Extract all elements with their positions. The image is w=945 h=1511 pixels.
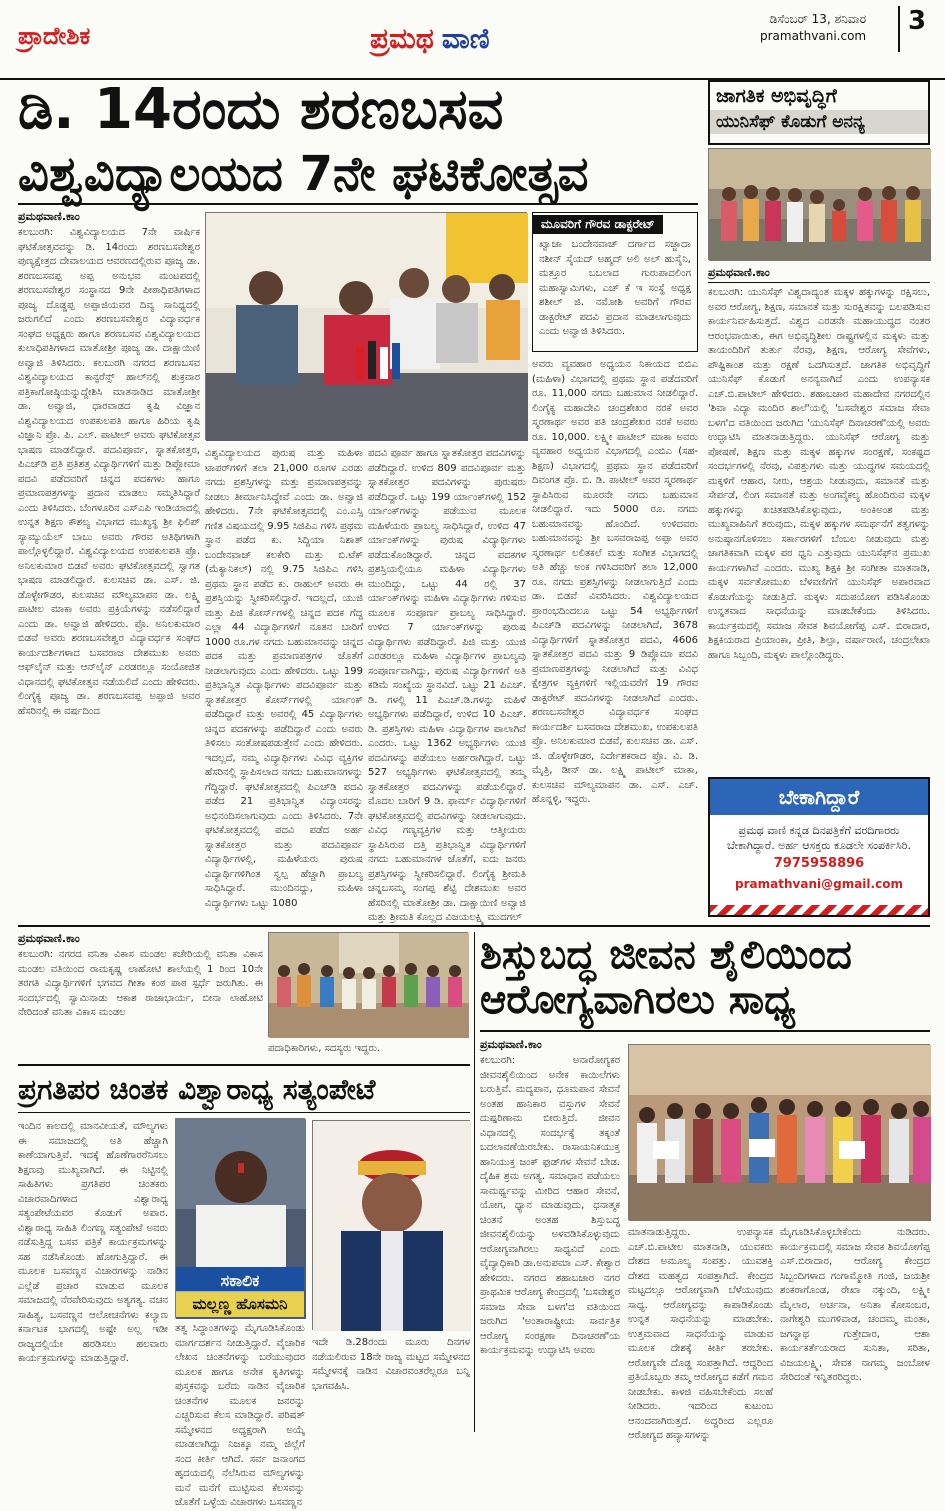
author-name: ಮಲ್ಲಣ್ಣ ಹೊಸಮನಿ <box>176 1292 304 1317</box>
author-role: ಸಕಾಲಿಕ <box>176 1267 304 1292</box>
issue-date: ಡಿಸೆಂಬರ್ 13, ಶನಿವಾರ <box>769 12 867 26</box>
ad-stripe <box>710 905 928 915</box>
lead-headline-line1: ಡಿ. 14ರಂದು ಶರಣಬಸವ <box>18 77 504 142</box>
page-number: 3 <box>898 6 926 52</box>
feature-column-3: ಇದೇ ಡಿ.28ರಂದು ಮೂರು ದಿನಗಳ ನಡೆಯಲಿರುವ 18ನೇ ರಾಜ್ಯ ಮಟ್ಟದ ಸಮ್ಮೇಳನದ ಸಮ್ಮೇಳನಕ್ಕೆ ನಾಡಿನ ವಿಚಾರವಂತರೆಲ್ಲರೂ ಬನ್ನಿ ಭಾಗವಹಿಸಿ. <box>312 1337 470 1392</box>
health-column-3: ಮೈಗೂಡಿಸಿಕೊಳ್ಳಬೇಕೆಂದು ನುಡಿದರು. ಕಾರ್ಯಕ್ರಮದಲ್ಲಿ ಸಮಾಜ ಸೇವಕ ಶಿವಯೋಗೆಪ್ಪ ಎಸ್.ಬಿರಾದಾರ, ಆರೋಗ್ಯ ಕೇಂದ್ರದ ಸಿಬ್ಬಂದಿಗಳಾದ ಗಂಗಾಮ್ಮೋತಿ ಗಂಜಿ, ಜಯಶ್ರೀ ಶಂಕರಾಗೊಂಡ, ರೇಖಾ ನಕ್ಕುಂದಿ, ಲಕ್ಷ್ಮೀ ಮೈಲಾರ, ಅರ್ಚನಾ, ಅನಿತಾ ಕೋಸಂಬರ, ನಾಗೇಶ್ವರಿ ಮುಗಳಿವಾಡ, ಚಂದಮ್ಮ ಮಂತಾ, ಜಗನ್ನಾಥ ಗುತ್ತೇದಾರ, ಆಶಾ ಕಾರ್ಯಕರ್ತೆಯರಾದ ಸುನಿತಾ, ಸರಿತಾ, ವಿಜಯಲಕ್ಷ್ಮಿ, ಸೇವಕ ನಾಗಮ್ಮ ಜಂಬೋಳ ಸೇರಿದಂತೆ ಇನ್ನಿತರರಿದ್ದರು. <box>780 1227 930 1383</box>
divider <box>18 925 930 927</box>
lead-headline-line2: ವಿಶ್ವವಿದ್ಯಾಲಯದ 7ನೇ ಘಟಿಕೋತ್ಸವ <box>18 146 589 202</box>
unicef-photo-image <box>709 149 931 261</box>
press-meet-photo-image <box>206 213 528 441</box>
unicef-body: ಕಲಬುರಗಿ: ಯುನಿಸೆಫ್ ವಿಶ್ವದಾದ್ಯಂತ ಮಕ್ಕಳ ಹಕ್ಕುಗಳನ್ನು ರಕ್ಷಿಸಲು, ಅವರ ಆರೋಗ್ಯ, ಶಿಕ್ಷಣ, ಸಮಾನತೆ ಮತ್ತು ಸುರಕ್ಷಿತವನ್ನು ಬಲಪಡಿಸುವ ಕಾರ್ಯನಿರ್ವಹಿಸುತ್ತದೆ. ವಿಶ್ವದ ಎರಡನೇ ಮಹಾಯುದ್ಧದ ನಂತರ ಆರಂಭವಾಯಿತು, ಈಗ ಅಭಿವೃದ್ಧಿಶೀಲ ರಾಷ್ಟ್ರಗಳಲ್ಲಿನ ಮಕ್ಕಳು ಮತ್ತು ತಾಯಂದಿರಿಗೆ ತುರ್ತು ನೆರವು, ಶಿಕ್ಷಣ, ಆರೋಗ್ಯ ಸೇವೆಗಳು, ಪೌಷ್ಟಿಕಾಂಶ ಮತ್ತು ರಕ್ಷಣೆ ಒದಗಿಸುತ್ತದೆ. ಜಾಗತಿಕ ಅಭಿವೃದ್ಧಿಗೆ ಯುನಿಸೆಫ್ ಕೊಡುಗೆ ಅನನ್ಯವಾಗಿದೆ ಎಂದು ಉಪನ್ಯಾಸಕ ಎಚ್.ಬಿ.ಪಾಟೀಲ್ ಹೇಳಿದರು. ಶಹಾಬಜಾರ ಮಹಾದೇವ ನಗರದಲ್ಲಿನ 'ಶಿವಾ ವಿದ್ಯಾ ಮಂದಿರ ಶಾಲೆ'ಯಲ್ಲಿ 'ಬಸವೇಶ್ವರ ಸಮಾಜ ಸೇವಾ ಬಳಗ'ದ ವತಿಯಿಂದ ಜರುಗಿದ 'ಯುನಿಸೆಫ್ ದಿನಾಚರಣೆ'ಯಲ್ಲಿ ಅವರು ಉದ್ಘಾಟಿಸಿ ಮಾತನಾಡುತ್ತಿದ್ದರು. ಯುನಿಸೆಫ್ ಆರೋಗ್ಯ ಮತ್ತು ಪೋಷಣೆ, ಶಿಕ್ಷಣ ಮತ್ತು ಮಕ್ಕಳ ಹಕ್ಕುಗಳ ಸಂರಕ್ಷಣೆ, ಸಂಕಷ್ಟದ ಸಂದರ್ಭಗಳಲ್ಲಿ ನೆರವು, ವಿಪತ್ತುಗಳು ಮತ್ತು ಯುದ್ಧಗಳ ಸಮಯದಲ್ಲಿ ಮಕ್ಕಳಿಗೆ ಆಹಾರ, ನೀರು, ಆಶ್ರಯ ನೀಡುವುದು, ಸಮಾನತೆ ಮತ್ತು ಸೇರ್ಪಡೆ, ಲಿಂಗ ಸಮಾನತೆ ಮತ್ತು ಅಂಗವೈಕಲ್ಯ ಹೊಂದಿರುವ ಮಕ್ಕಳ ಹಕ್ಕುಗಳನ್ನು ಖಚಿತಪಡಿಸಿಕೊಳ್ಳುವುದು, ಅಂಕಿಅಂಶ ಮತ್ತು ಮುಖ್ಯವಾಹಿನಿಗೆ ತರುವುದು, ಮಕ್ಕಳ ಹಕ್ಕುಗಳ ಸಮರ್ಥನೆಗೆ ತತ್ವಗಳನ್ನು ಅನುಷ್ಠಾನಗೊಳಿಸಲು ಸರ್ಕಾರಗಳಿಗೆ ಬೆಂಬಲ ನೀಡುವುದು ಮತ್ತು ಜಾಗತಿಕವಾಗಿ ಮಕ್ಕಳ ಪರ ಧ್ವನಿ ಎತ್ತುವುದು ಯುನಿಸೆಫ್‌ನ ಪ್ರಮುಖ ಕಾರ್ಯಗಳಾಗಿವೆ ಎಂದರು. ಮುಖ್ಯ ಶಿಕ್ಷಕಿ ಶ್ರೀ ಸಂಗೀತಾ ಮಾತನಾಡಿ, ಮಕ್ಕಳ ಸರ್ವತೋಮುಖ ಬೆಳವಣಿಗೆಗೆ ಯುನಿಸೆಫ್ ಅಪಾರವಾದ ಕೊಡುಗೆಯನ್ನು ನೀಡುತ್ತಿದೆ. ಮಕ್ಕಳು ಸದುಪಯೋಗ ಪಡಿಸಿಕೊಂಡು ಉನ್ನತವಾದ ಸಾಧನೆಯನ್ನು ಮಾಡಬೇಕೆಂದು ತಿಳಿಸಿದರು. ಕಾರ್ಯಕ್ರಮದಲ್ಲಿ ಸಮಾಜ ಸೇವಕ ಶಿವಯೋಗೆಪ್ಪ ಎಸ್. ಬಿರಾದಾರ, ಶಿಕ್ಷಕಿಯರಾದ ಪ್ರಿಯಾಂಕಾ, ಪ್ರೀತಿ, ಶಿಲ್ಪಾ, ವರ್ಷಾರಾಣಿ, ಚಂದ್ರಲೇಖಾ ಹಾಗೂ ಸಿಬ್ಬಂದಿ, ಮಕ್ಕಳು ಪಾಲ್ಗೊಂಡಿದ್ದರು. <box>708 287 930 661</box>
divider <box>708 282 930 283</box>
health-photo <box>628 1044 930 1220</box>
ad-title: ಬೇಕಾಗಿದ್ದಾರೆ <box>710 779 928 815</box>
divider <box>480 1030 930 1032</box>
lead-column-3: ಪದವಿ ಪೂರ್ವ ಹಾಗೂ ಸ್ನಾತಕೋತ್ತರ ಪದವಿಗಳನ್ನು ಪಡೆದಿದ್ದಾರೆ. ಉಳಿದ 809 ಪದವಿಪೂರ್ವ ಮತ್ತು ಸ್ನಾತಕೋತ್ತರ ಪದವಿಗಳನ್ನು ಪುರುಷರು ಪಡೆದಿದ್ದಾರೆ. ಒಟ್ಟು 199 ರ್ಯಾಂಕ್‌ಗಳಲ್ಲಿ 152 ರ್ಯಾಂಕ್‌ಗಳನ್ನು ಪಡೆಯುವ ಮೂಲಕ ಮಹಿಳೆಯರು ಪ್ರಾಬಲ್ಯ ಸಾಧಿಸಿದ್ದಾರೆ, ಉಳಿದ 47 ರ್ಯಾಂಕ್‌ಗಳನ್ನು ಪುರುಷ ವಿದ್ಯಾರ್ಥಿಗಳು ಪಡೆದುಕೊಂಡಿದ್ದಾರೆ. ಚಿನ್ನದ ಪದಕಗಳ ಪ್ರಶಸ್ತಿಯಲ್ಲಿಯೂ ಮಹಿಳಾ ವಿದ್ಯಾರ್ಥಿಗಳು ಮುಂದಿದ್ದು, ಒಟ್ಟು 44 ರಲ್ಲಿ 37 ರ್ಯಾಂಕ್‌ಗಳನ್ನು ಮಹಿಳಾ ವಿದ್ಯಾರ್ಥಿಗಳು ಗಳಿಸುವ ಮೂಲಕ ಸಂಪೂರ್ಣ ಪ್ರಾಬಲ್ಯ ಸಾಧಿಸಿದ್ದಾರೆ. ಉಳಿದ 7 ರ್ಯಾಂಕ್‌ಗಳನ್ನು ಪುರುಷ ವಿದ್ಯಾರ್ಥಿಗಳು ಪಡೆದಿದ್ದಾರೆ. ಪಿಜಿ ಮತ್ತು ಯುಜಿ ಎರಡರಲ್ಲೂ ಮಹಿಳಾ ವಿದ್ಯಾರ್ಥಿಗಳ ಪ್ರಾಬಲ್ಯವು ಸಂಪೂರ್ಣವಾಗಿದ್ದು, ಪುರುಷ ವಿದ್ಯಾರ್ಥಿಗಳಿಗೆ ಅತಿ ಕಡಿಮೆ ಸಂಖ್ಯೆಯ ಸ್ಥಾನವಿದೆ. ಒಟ್ಟು 21 ಪಿಎಚ್. ಡಿ. ಗಳಲ್ಲಿ 11 ಪಿಎಚ್.ಡಿ.ಗಳನ್ನು ಮಹಿಳೆ ಅಭ್ಯರ್ಥಿಗಳು ಪಡೆದಿದ್ದಾರೆ, ಉಳಿದ 10 ಪಿಎಚ್. ಡಿ. ಪ್ರಶಸ್ತಿಗಳು ಮಹಿಳಾ ವಿದ್ಯಾರ್ಥಿಗಳ ಪಾಲಾಗಿವೆ ಎಂದರು. ಒಟ್ಟು 1362 ಅಭ್ಯರ್ಥಿಗಳು ಯುಜಿ ಪದವಿಗಳನ್ನು ಪಡೆಯಲು ಅರ್ಹರಾಗಿದ್ದಾರೆ. ಒಟ್ಟು 527 ಅಭ್ಯರ್ಥಿಗಳು ಘಟಿಕೋತ್ಸವದಲ್ಲಿ ತಮ್ಮ ಸ್ನಾತಕೋತ್ತರ ಪದವಿಗಳನ್ನು ಪಡೆಯಲಿದ್ದಾರೆ. ಮೊದಲ ಬಾರಿಗೆ 9 ಡಿ. ಫಾರ್ಮ್ ವಿದ್ಯಾರ್ಥಿಗಳಿಗೆ ಘಟಿಕೋತ್ಸವದಲ್ಲಿ ಪದವಿಗಳನ್ನು ನೀಡಲಾಗುವುದು. ವಿವಿಧ ಗಣ್ಯವ್ಯಕ್ತಿಗಳ ಮತ್ತು ಆತ್ಮೀಯರು ಸ್ಥಾಪಿಸಿರುವ ದತ್ತಿ ಪ್ರತಿಭಾನ್ವಿತ ವಿದ್ಯಾರ್ಥಿಗಳಿಗೆ ನಗದು ಬಹುಮಾನಗಳ ಜೊತೆಗೆ, ಐದು ಜನರು ಪ್ರಶಸ್ತಿಗಳನ್ನು ಸ್ವೀಕರಿಸಲಿದ್ದಾರೆ. ಲಿಂಗೈಕ್ಯ ಶ್ರೀಮತಿ ಚನ್ನಬಸಮ್ಮ ಸಂಗಪ್ಪ ಶೆಟ್ಟಿ ದೇಶಮುಖ ಅವರ ಹೆಸರಿನಲ್ಲಿ ಮಾತೋಶ್ರೀ ಡಾ. ದಾಕ್ಷಾಯಿಣಿ ಅವ್ವಾಜಿ ಮತ್ತು ಶ್ರೀಮತಿ ಕೊಲ್ಲದ ವಿಜಯಲಕ್ಷ್ಮಿ ಮುದಗಲ್ <box>368 448 526 923</box>
lead-byline: ಪ್ರಮಥವಾಣಿ.ಕಾಂ <box>18 210 80 223</box>
newspaper-logo <box>370 22 490 56</box>
vanita-body: ಕಲಬುರಗಿ: ನಗರದ ವನಿತಾ ವಿಕಾಸ ಮಂಡಲ ಕಚೇರಿಯಲ್ಲಿ ವನಿತಾ ವಿಕಾಸ ಮಂಡಲ ವತಿಯಿಂದ ರಾಮಕೃಷ್ಣ ಲಾಹೋಟಿ ಶಾಲೆಯಲ್ಲಿ 1 ರಿಂದ 10ನೇ ತರಗತಿ ವಿದ್ಯಾರ್ಥಿಗಳಿಗೆ ಭಗವದ ಗೀತಾ ಕಂಠ ಪಾಠ ಸ್ಪರ್ಧೆ ಜರುಗಿತು. ಈ ಸಂದರ್ಭದಲ್ಲಿ ಸ್ವಾಮಿನಾಡು ಆಕಾಶ ರಾಜಾಭಾರ್ಯ, ಬೀನಾ ಲಾಹೋಟಿ ನೇರಿದಂತೆ ವನಿತಾ ವಿಕಾಸ ಮಂಡಲ <box>18 949 263 1018</box>
divider <box>18 203 698 205</box>
health-headline-line2: ಆರೋಗ್ಯವಾಗಿರಲು ಸಾಧ್ಯ <box>480 977 796 1023</box>
divider <box>18 1064 470 1066</box>
health-headline-line1: ಶಿಸ್ತುಬದ್ಧ ಜೀವನ ಶೈಲಿಯಿಂದ <box>480 932 852 978</box>
feature-headline: ಪ್ರಗತಿಪರ ಚಿಂತಕ ವಿಶ್ವಾರಾಧ್ಯ ಸತ್ಯಂಪೇಟೆ <box>18 1073 376 1106</box>
vanita-photo-image <box>269 933 469 1038</box>
vanita-byline: ಪ್ರಮಥವಾಣಿ.ಕಾಂ <box>18 932 80 945</box>
section-label: ಪ್ರಾದೇಶಿಕ <box>18 22 91 50</box>
ad-text: ಪ್ರಮಥ ವಾಣಿ ಕನ್ನಡ ದಿನಪತ್ರಿಕೆಗೆ ವರದಿಗಾರರು ಬೇಕಾಗಿದ್ದಾರೆ. ಅರ್ಹ ಆಸಕ್ತರು ಕೂಡಲೇ ಸಂಪರ್ಕಿಸಿರಿ. <box>726 824 912 853</box>
vanita-caption: ಪದಾಧಿಕಾರಿಗಳು, ಸದಸ್ಯರು ಇದ್ದರು. <box>268 1043 381 1054</box>
honor-box-tag: ಮೂವರಿಗೆ ಗೌರವ ಡಾಕ್ಟರೇಟ್ <box>533 215 663 234</box>
health-column-2: ಮಾತನಾಡುತ್ತಿದ್ದರು. ಉಪನ್ಯಾಸಕ ಎಚ್.ಬಿ.ಪಾಟೀಲ ಮಾತನಾಡಿ, ಯುವಕರು ದೇಶದ ಅಮೂಲ್ಯ ಸಂಪತ್ತು. ಯುವಶಕ್ತಿ ದೇಶದ ಮಹತ್ವದ ಸಂಪತ್ತಾಗಿದೆ. ಕೇಂದ್ರದ ಮಟ್ಟದಲ್ಲೂ ಆರೋಗ್ಯವಾಗಿ ಬೆಳೆಯುವುದು ಸಾಧ್ಯ. ಆರೋಗ್ಯವನ್ನು ಕಾಪಾಡಿಕೊಂಡು ಉನ್ನತ ಸಾಧನೆಯನ್ನು ಮಾಡಬೇಕು. ಉತ್ತಮವಾದ ಸಾಧನೆಯನ್ನು ಮಾಡುವ ಮೂಲಕ ದೇಶಕ್ಕೆ ಕೀರ್ತಿ ತರಬೇಕು. ಆರೋಗ್ಯವೇ ದೊಡ್ಡ ಸಂಪತ್ತಾಗಿದೆ. ಆದ್ದರಿಂದ ಪ್ರತಿಯೊಬ್ಬರು ತಮ್ಮ ಆರೋಗ್ಯದ ಕಡೆಗೆ ಗಮನ ನೀಡಬೇಕು. ಕಾಳಜಿ ವಹಿಸಬೇಕೆಂದು ಸಲಹೆ ನೀಡಿದರು. ಇದರಿಂದ ಕುಟುಂಬ ಆನಂದವಾಗಿರುತ್ತದೆ. ಅದ್ದರಿಂದ ಎಲ್ಲರೂ ಆರೋಗ್ಯದ ಹವ್ಯಾಸಗಳನ್ನು <box>628 1227 773 1441</box>
wanted-ad <box>708 777 930 917</box>
unicef-byline: ಪ್ರಮಥವಾಣಿ.ಕಾಂ <box>708 266 770 279</box>
feature-column-1: ಇಂದಿನ ಕಾಲದಲ್ಲಿ ಮಾನವೀಯತೆ, ಮೌಲ್ಯಗಳು ಈ ಸಮಾಜದಲ್ಲಿ ಅತಿ ಹೆಚ್ಚಾಗಿ ಕಾಣೆಯಾಗುತ್ತಿವೆ. ಇದಕ್ಕೆ ಹೊಣೆಗಾರರೆನಿಸಲು ಶಿಕ್ಷಣವು ಮುಖ್ಯವಾಗಿದೆ. ಈ ನಿಟ್ಟಿನಲ್ಲಿ ಸಾಹಿತಿಗಳು ಪ್ರಗತಿಪರ ಚಿಂತಕರು ವಿಚಾರವಾದಿಗಳಾದ ವಿಶ್ವಾರಾಧ್ಯ ಸತ್ಯಂಪೇಟೆಯವರ ಕೊಡುಗೆ ಅಪಾರ. ವಿಶ್ವಾರಾಧ್ಯ ಸಾಹಿತಿ ಲಿಂಗಣ್ಣ ಸತ್ಯಂಪೇಟೆ ಅವರು ನಡೆಸುತ್ತಿದ್ದ ಬಸವ ಪತ್ರಿಕೆ ಕಾರ್ಯಕ್ರಮಗಳನ್ನು ಸಹ ನಡೆಸಿಕೊಂಡು ಹೋಗುತ್ತಿದ್ದಾರೆ. ಈ ಮೂಲಕ ಬಸವಣ್ಣನ ವಿಚಾರಗಳನ್ನು ನಾಡಿನ ಎಲ್ಲೆಡೆ ಪ್ರಚಾರ ಮಾಡುವ ಮೂಲಕ ಸಮಾಜದಲ್ಲಿ ನೆರವೇರಿಸುವುದು ಅತ್ಯಗತ್ಯ. ವಚನ ಸಾಹಿತ್ಯ, ಬಸವಣ್ಣನ ಆಲೋಚನೆಗಳು ಕಲ್ಯಾಣ ಕರ್ನಾಟಕ ಭಾಗದಲ್ಲಿ ಅಷ್ಟೇ ಅಲ್ಲ ಇಡೀ ರಾಜ್ಯದಲ್ಲಿಯೇ ಹರಡಿಸಲು ಹಲವಾರು ಕಾರ್ಯಕ್ರಮಗಳನ್ನು ಮಾಡುತ್ತಿದ್ದಾರೆ. <box>18 1121 168 1364</box>
logo-left: ಪ್ರಮಥ <box>370 22 434 55</box>
unicef-headline-line2: ಯುನಿಸೆಫ್ ಕೊಡುಗೆ ಅನನ್ಯ <box>710 110 928 134</box>
unicef-headline-box <box>708 80 930 145</box>
author-photo <box>175 1118 305 1318</box>
subject-portrait <box>313 1121 471 1331</box>
ad-email: pramathvani@gmail.com <box>735 876 903 891</box>
feature-column-2: ತತ್ವ ಸಿದ್ಧಾಂತಗಳನ್ನು ಮೈಗೂಡಿಸಿಕೊಂಡು ಮಾರ್ಗದರ್ಶನ ನೀಡುತ್ತಿದ್ದಾರೆ. ವೈಚಾರಿಕ ಲೇಖನ ಚಿಂತನೆಗಳನ್ನು ಬರೆಯುವುದರ ಮೂಲಕ ಹಾಗೂ ಅನೇಕ ಕೃತಿಗಳನ್ನು ಪುಸ್ತಕವನ್ನು ಬರೆದು ನಾಡಿನ ವೈಚಾರಿಕ ಚಿಂತನೆಗಳ ಮೂಲಕ ಜನರನ್ನು ಎಚ್ಚರಿಸುವ ಕೆಲಸ ಮಾಡಿದ್ದಾರೆ. ಪರಿಷತ್ ಸಮ್ಮೇಳನದ ಅಧ್ಯಕ್ಷರಾಗಿ ಅಯ್ಕೆ ಮಾಡಲಾಗಿದ್ದು ನಿಜಕ್ಕೂ ನಮ್ಮ ಜಿಲ್ಲೆಗೆ ಸಂದ ಕೀರ್ತಿ ಆಗಿದೆ. ಸರ್ವ ಜನಾಂಗದ ಹೃದಯದಲ್ಲಿ ನೆಲೆಸಿರುವ ಮೌಲ್ಯಗಳನ್ನು ಮನೆ ಮನೆಗೆ ಮುಟ್ಟಿಸುವ ಕೆಲಸವನ್ನು ಜೊತೆಗೆ ಒಳ್ಳೆಯ ವಿಚಾರಗಳು ಬಸವಣ್ಣನ <box>175 1323 305 1508</box>
subject-photo <box>312 1120 470 1330</box>
author-nameband <box>176 1267 304 1317</box>
lead-column-2: ವಿಶ್ವವಿದ್ಯಾಲಯದ ಪುರುಷ ಮತ್ತು ಮಹಿಳಾ ಟಾಪರ್‌ಗಳಿಗೆ ತಲಾ 21,000 ರೂಗಳ ಎರಡು ನಗದು ಪ್ರಶಸ್ತಿಗಳನ್ನು ಮತ್ತು ಪ್ರಮಾಣಪತ್ರವನ್ನು ನೀಡಲು ತೀರ್ಮಾನಿಸಿದ್ದೇವೆ ಎಂದು ಡಾ. ಅವ್ವಾಜಿ ಹೇಳಿದರು. 7ನೇ ಘಟಿಕೋತ್ಸವದಲ್ಲಿ ಎಂ.ಎಸ್ಸಿ ಗಣಿತ ವಿಷಯದಲ್ಲಿ 9.95 ಸಿಜಿಪಿಎ ಗಳಿಸಿ ಪ್ರಥಮ ಸ್ಥಾನ ಪಡೆದ ಕು. ಸಿದ್ದಿಯಾ ನಿಶಾತ್ ಬಂದೇನವಾಜ್ ಕಲಕೇರಿ ಮತ್ತು ಬಿ.ಟೆಕ್ (ಮೆಕ್ಯಾನಿಕಲ್) ನಲ್ಲಿ 9.75 ಸಿಜಿಪಿಎ ಗಳಿಸಿ ಪ್ರಥಮ ಸ್ಥಾನ ಪಡೆದ ಕು. ರಾಹುಲ್ ಅವರು ಈ ಪ್ರಶಸ್ತಿಯನ್ನು ಸ್ವೀಕರಿಸಲಿದ್ದಾರೆ. ಇದಲ್ಲದೆ, ಯುಜಿ ಮತ್ತು ಪಿಜಿ ಕೋರ್ಸ್‌ಗಳಲ್ಲಿ ಚಿನ್ನದ ಪದಕ ಗೆದ್ದ ಎಲ್ಲಾ 44 ವಿದ್ಯಾರ್ಥಿಗಳಿಗೆ ನೂತನ ಬಾರಿಗೆ 1000 ರೂ.ಗಳ ನಗದು ಬಹುಮಾನವನ್ನು ಚಿನ್ನದ ಪದಕ ಮತ್ತು ಪ್ರಮಾಣಪತ್ರಗಳ ಜೊತೆಗೆ ನೀಡಲಾಗುವುದು ಎಂದು ಹೇಳಿದರು. ಒಟ್ಟು 199 ಪ್ರತಿಭಾನ್ವಿತ ವಿದ್ಯಾರ್ಥಿಗಳು ಪದವಿಪೂರ್ವ ಮತ್ತು ಸ್ನಾತಕೋತ್ತರ ಕೋರ್ಸ್‌ಗಳಲ್ಲಿ ರ್ಯಾಂಕ್ ಪಡೆದಿದ್ದಾರೆ ಮತ್ತು ಅವರಲ್ಲಿ 45 ವಿದ್ಯಾರ್ಥಿಗಳು ಚಿನ್ನದ ಪದಕಗಳನ್ನು ಪಡೆದಿದ್ದಾರೆ ಎಂದು ಅವರು ತಿಳಿಸಲು ಸಂತೋಷಪಡುತ್ತೇನೆ ಎಂದು ಹೇಳಿದರು. ಇದಲ್ಲದೆ, ನಮ್ಮ ವಿದ್ಯಾರ್ಥಿಗಳು ವಿವಿಧ ವ್ಯಕ್ತಿಗಳ ಹೆಸರಿನಲ್ಲಿ ಸ್ಥಾಪಿಸಲಾದ ನಗದು ಬಹುಮಾನಗಳನ್ನು ಗೆದ್ದಿದ್ದಾರೆ. ಘಟಿಕೋತ್ಸವದಲ್ಲಿ ಪಿಎಚ್‌ಡಿ ಪದವಿ ಪಡೆದ 21 ಪ್ರತಿಭಾನ್ವಿತ ವಿದ್ಯಾಂಸರನ್ನು ಅಭಿನಂದಿಸಲಾಗುವುದು ಎಂದು ತಿಳಿಸಿದರು. 7ನೇ ಘಟಿಕೋತ್ಸವದಲ್ಲಿ ಪದವಿ ಪಡೆದ ಅರ್ಹ ಸ್ನಾತಕೋತ್ತರ ಮತ್ತು ಪದವಿಪೂರ್ವ ವಿದ್ಯಾರ್ಥಿಗಳಲ್ಲಿ, ಮಹಿಳೆಯರು ಪುರುಷ ವಿದ್ಯಾರ್ಥಿಗಳಿಗಿಂತ ಸ್ವಲ್ಪ ಹೆಚ್ಚಾಗಿ ಪ್ರಾಬಲ್ಯ ಸಾಧಿಸಿದ್ದಾರೆ. ಮುಂದಿನದ್ದು, ಮಹಿಳಾ ವಿದ್ಯಾರ್ಥಿಗಳು ಒಟ್ಟು 1080 <box>205 448 363 909</box>
unicef-headline-line1: ಜಾಗತಿಕ ಅಭಿವೃದ್ಧಿಗೆ <box>716 85 837 107</box>
logo-right: ವಾಣಿ <box>441 22 490 55</box>
unicef-photo <box>708 148 930 260</box>
ad-phone: 7975958896 <box>773 855 865 871</box>
site-url: pramathvani.com <box>760 29 867 43</box>
lead-column-4: ಅವರು ವ್ಯವಹಾರ ಅಧ್ಯಯನ ನಿಕಾಯದ ಬಿಬಿಎ (ಮಹಿಳಾ) ವಿಭಾಗದಲ್ಲಿ ಪ್ರಥಮ ಸ್ಥಾನ ಪಡೆದವರಿಗೆ ರೂ. 11,000 ನಗದು ಬಹುಮಾನ ನೀಡಲಿದ್ದಾರೆ. ಲಿಂಗೈಕ್ಯ ಮಹಾದೇವಿ ಚಂದ್ರಶೇಖರ ನರಕೆ ಅವರ ಸ್ಮರಣಾರ್ಥ ಅವರ ಪತಿ ಚಂದ್ರಶೇಖರ ನರಕೆ ಅವರು ರೂ. 10,000. ಲಕ್ಷ್ಮೀ ಪಾಟೀಲ್ ಮಾಕಾ ಅವರು ವ್ಯವಹಾರ ಅಧ್ಯಯನ ವಿಭಾಗದಲ್ಲಿ ಎಂಬಿಎ (ಸಹ-ಶಿಕ್ಷಣ) ವಿಭಾಗದಲ್ಲಿ ಪ್ರಥಮ ಸ್ಥಾನ ಪಡೆದವರಿಗೆ ದಿವಂಗತ ಪ್ರೊ. ಬಿ. ಡಿ. ಪಾಟೀಲ್ ಅವರ ಸ್ಮರಣಾರ್ಥ ಸ್ಥಾಪಿಸಿರುವ ಮೂರನೇ ನಗದು ಬಹುಮಾನ ನೀಡಲಿದ್ದಾರೆ. ಇದು 5000 ರೂ. ನಗದು ಬಹುಮಾನವನ್ನು ಹೊಂದಿದೆ. ಉಳಿದವರು ಬಹುಮಾನವನ್ನು ಶ್ರೀ ಬಸವರಾಜಪ್ಪ ಅಪ್ಪಾ ಅವರ ಸ್ಮರಣಾರ್ಥ ಲಲಿತಕಲೆ ಮತ್ತು ಸಂಗೀತ ವಿಭಾಗದಲ್ಲಿ ಅತಿ ಹೆಚ್ಚು ಅಂಕ ಗಳಿಸಿದವರಿಗೆ ತಲಾ 12,000 ರೂ. ನಗದು ಪ್ರಶಸ್ತಿಗಳನ್ನು ನೀಡಲಾಗುತ್ತಿದೆ ಎಂದು ಡಾ. ಬಿಡವೆ ವಿವರಿಸಿದರು. ವಿಶ್ವವಿದ್ಯಾಲಯದ ಪ್ರಾರಂಭದಿಂದಲೂ ಒಟ್ಟು 54 ಅಭ್ಯರ್ಥಿಗಳಿಗೆ ಪಿಎಚ್‌ಡಿ ಪದವಿಗಳನ್ನು ನೀಡಲಾಗಿದೆ, 3678 ವಿದ್ಯಾರ್ಥಿಗಳಿಗೆ ಸ್ನಾತಕೋತ್ತರ ಪದವಿ, 4606 ಸ್ನಾತಕೋತ್ತರ ಪದವಿ ಮತ್ತು 9 ಡಿಪ್ಲೊಮಾ ಪದವಿ ಪ್ರಮಾಣಪತ್ರಗಳನ್ನು ನೀಡಲಾಗಿದೆ ಮತ್ತು ವಿವಿಧ ಕ್ಷೇತ್ರಗಳ ವ್ಯಕ್ತಿಗಳಿಗೆ ಇಲ್ಲಿಯವರೆಗೆ 19 ಗೌರವ ಡಾಕ್ಟರೇಟ್ ಪದವಿಗಳನ್ನು ನೀಡಲಾಗಿದೆ ಎಂದರು. ಶರಣಬಸವೇಶ್ವರ ವಿದ್ಯಾವರ್ಧಕ ಸಂಘದ ಕಾರ್ಯದರ್ಶಿ ಬಸವರಾಜ ದೇಶಮುಖ, ಉಪಕುಲಪತಿ ಪ್ರೊ. ಅನಿಲಕುಮಾರ ಬಿಡವೆ, ಕುಲಸಚಿವ ಡಾ. ಎಸ್. ಜಿ. ಡೊಳ್ಳೇಗೌಡರ, ನಿರ್ದೇಶಕರಾದ ಪ್ರೊ. ವಿ. ಡಿ. ಮೈತ್ರಿ, ಡೀನ್ ಡಾ. ಲಕ್ಷ್ಮಿ ಪಾಟೀಲ್ ಮಾಕಾ, ಕುಲಸಚಿವ ಮೌಲ್ಯಮಾಪನ ಡಾ. ಎಸ್. ಎಚ್. ಹೊನ್ನಳ್ಳಿ, ಇದ್ದರು. <box>532 359 698 805</box>
health-photo-image <box>629 1045 931 1221</box>
divider <box>474 932 475 1432</box>
dateline <box>760 12 866 43</box>
divider <box>18 1112 470 1113</box>
honorary-doctorate-box <box>532 212 698 352</box>
press-meet-photo <box>205 212 527 440</box>
honor-box-text: ಖ್ವಾಜಾ ಬಂದೇನವಾಜ್ ದರ್ಗಾದ ಸಜ್ಜಾದಾ ನಶೀನ್ ಸೈಯದ್ ಅಹ್ಮದ್ ಅಲಿ ಅಲ್ ಹುಸೈನಿ, ಮತ್ತೂರ ಬಬಲಾದ ಗುರುಪಾದಲಿಂಗ ಮಹಾಸ್ವಾಮಿಗಳು, ಎಚ್ ಕೆ ಇ ಸಂಸ್ಥೆ ಅಧ್ಯಕ್ಷ ಶಶೀಲ್ ಜಿ. ನಮೋಶಿ ಅವರಿಗೆ ಗೌರವ ಡಾಕ್ಟರೇಟ್ ಪದವಿ ಪ್ರದಾನ ಮಾಡಲಾಗುವುದು ಎಂದು ಅವ್ವಾಜಿ ತಿಳಿಸಿದರು. <box>539 239 691 337</box>
vanita-photo <box>268 932 468 1037</box>
lead-column-1: ಕಲಬುರಗಿ: ವಿಶ್ವವಿದ್ಯಾಲಯದ 7ನೇ ವಾರ್ಷಿಕ ಘಟಿಕೋತ್ಸವವನ್ನು ಡಿ. 14ರಂದು ಶರಣಬಸವೇಶ್ವರ ಪುಣ್ಯಕ್ಷೇತ್ರದ ದೇವಾಲಯದ ಆವರಣದಲ್ಲಿರುವ ಪೂಜ್ಯ ಡಾ. ಶರಣಬಸವಪ್ಪ ಅಪ್ಪ ಅನುಭವ ಮಂಟಪದಲ್ಲಿ ಶರಣಬಸವೇಶ್ವರ ಸಂಸ್ಥಾನದ 9ನೇ ಪೀಠಾಧಿಪತಿಗಳಾದ ಪೂಜ್ಯ ದೊಡ್ಡಪ್ಪ ಅಪ್ಪಾಜಿಯವರ ದಿವ್ಯ ಸಾನಿಧ್ಯದಲ್ಲಿ ಜರುಗಲಿದೆ ಎಂದು ಶರಣಬಸವೇಶ್ವರ ವಿದ್ಯಾವರ್ಧಕ ಸಂಘದ ಅಧ್ಯಕ್ಷರು ಹಾಗೂ ಶರಣಬಸವ ವಿಶ್ವವಿದ್ಯಾಲಯದ ಕುಲಾಧಿಪತಿಗಳಾದ ಮಾತೋಶ್ರೀ ಪೂಜ್ಯ ಡಾ. ದಾಕ್ಷಾಯಿಣಿ ಅವ್ವಾಜಿ ತಿಳಿಸಿದರು. ಕಲಬುರಗಿ ನಗರದ ಶರಣಬಸವ ವಿಶ್ವವಿದ್ಯಾಲಯದ ಕಾನ್ಫರೆನ್ಸ್ ಹಾಲ್‌ನಲ್ಲಿ ಶುಕ್ರವಾರ ಪತ್ರಿಕಾಗೋಷ್ಠಿಯನ್ನುದ್ದೇಶಿಸಿ ಮಾತನಾಡಿದ ಮಾತೋಶ್ರೀ ಡಾ. ಅವ್ವಾಜಿ, ಧಾರವಾಡದ ಕೃಷಿ ವಿಜ್ಞಾನ ವಿಶ್ವವಿದ್ಯಾಲಯದ ಉಪಕುಲಪತಿ ಹಾಗೂ ಹಿರಿಯ ಕೃಷಿ ವಿಜ್ಞಾನಿ ಪ್ರೊ. ಪಿ. ಎಲ್. ಪಾಟೀಲ್ ಅವರು ಘಟಿಕೋತ್ಸವ ಭಾಷಣ ಮಾಡಲಿದ್ದಾರೆ. ಪದವಿಪೂರ್ವ, ಸ್ನಾತಕೋತ್ತರ, ಪಿಎಚ್‌ಡಿ ಪ್ರತಿ ಪ್ರತಿಶತ್ರ ವಿದ್ಯಾರ್ಥಿಗಳಿಗೆ ಮತ್ತು ಡಿಪ್ಲೋಮಾ ಪದವಿ ಪಡೆದವರಿಗೆ ಚಿನ್ನದ ಪದಕಗಳು ಹಾಗೂ ಪ್ರಮಾಣಪತ್ರಗಳನ್ನು ಪ್ರದಾನ ಮಾಡಲು ಸಮ್ಮತಿಸಿದ್ದಾರೆ ಎಂದು ತಿಳಿಸಿದರು. ಬೆಂಗಳೂರಿನ ಎಸ್‌ಎಪಿ ಇಂಡಿಯಾದಲ್ಲಿ ಉನ್ನತ ಶಿಕ್ಷಣ ಕೌಶಲ್ಯ ವಿಭಾಗದ ಮುಖ್ಯಸ್ಥ ಶ್ರೀ ಫಿಲಿಪ್ ಸ್ಯಾಮ್ಯುಯೆಲ್ ಬಾಬು ಅವರು ಗೌರವ ಅತಿಥಿಗಳಾಗಿ ಪಾಲ್ಗೊಳ್ಳಲಿದ್ದಾರೆ. ವಿಶ್ವವಿದ್ಯಾಲಯದ ಉಪಕುಲಪತಿ ಪ್ರೊ. ಅನಿಲಕುಮಾರ ಬಿಡವೆ ಅವರು ಘಟಿಕೋತ್ಸವದಲ್ಲಿ ಸ್ವಾಗತ ಭಾಷಣ ಮಾಡಲಿದ್ದಾರೆ. ಕುಲಸಚಿವ ಡಾ. ಎಸ್. ಜಿ. ಡೊಳ್ಳೇಗೌಡರ, ಕುಲಸಚಿವ ಮೌಲ್ಯಮಾಪನ ಡಾ. ಲಕ್ಷ್ಮಿ ಪಾಟೀಲ ಮಾಕಾ ಅವರು ಪ್ರಕ್ರಿಯೆಗಳನ್ನು ನಡೆಸಲಿದ್ದಾರೆ ಎಂದು ಡಾ. ಅವ್ವಾಜಿ ಹೇಳಿದರು. ಪ್ರೊ. ಅನಿಲಕುಮಾರ ಬಿಡವೆ ಅವರು ಶರಣಬಸವೇಶ್ವರ ವಿದ್ಯಾವರ್ಧಕ ಸಂಘದ ಕಾರ್ಯದರ್ಶಿಗಳಾದ ಬಸವರಾಜ ದೇಶಮುಖ ಅವರು ಆಫ್‌ಲೈನ್ ಮತ್ತು ಆನ್‌ಲೈನ್ ಎರಡರಲ್ಲೂ ಸಂಯೋಜಿತ ವಿಧಾನದಲ್ಲಿ ಘಟಿಕೋತ್ಸವ ನಡೆಯಲಿದೆ ಎಂದು ಹೇಳಿದರು. ಲಿಂಗೈಕ್ಯ ಪೂಜ್ಯ ಡಾ. ಶರಣಬಸವಪ್ಪ ಅಪ್ಪಾಜಿ ಅವರ ಹೆಸರಿನಲ್ಲಿ ಈ ವರ್ಷದಿಂದ <box>18 227 200 717</box>
health-byline: ಪ್ರಮಥವಾಣಿ.ಕಾಂ <box>480 1038 542 1051</box>
health-column-1: ಕಲಬುರಗಿ: ಅನಾರೋಗ್ಯಕರ ಜೀವನಶೈಲಿಯಿಂದ ಅನೇಕ ಕಾಯಿಲೆಗಳು ಬರುತ್ತಿವೆ. ಮದ್ಯಪಾನ, ಧೂಮಪಾನ ಸೇವನೆ ಅಂತಹ ಹಾನಿಕಾರ ವಸ್ತುಗಳ ಸೇವನೆ ದುಷ್ಪರಿಣಾಮ ಬೀರುತ್ತಿದೆ. ಜೀವನ ವಿಧಾನದಲ್ಲಿ ಸಂದರ್ಭಕ್ಕೆ ತಕ್ಕಂತೆ ಬದಲಾವಣೆಯಿರಬೇಕು. ರಾಸಾಯನಿಕಯುಕ್ತ ಹಾನಿಯುಕ್ತ ಜಂಕ್ ಫುಡ್‌ಗಳ ಸೇವನೆ ಬೇಡ. ದೈಹಿಕ ಶ್ರಮ ಅಗತ್ಯ. ಸಮಾಧಾನ ಪಡೆಯಲು ಸಾಮರ್ಥ್ಯವನ್ನು ಮೀರಿದ ಆಹಾರ ಸೇವನೆ, ಯೋಗ, ಧ್ಯಾನ ಮಾಡುವುದು, ಧನಾತ್ಮಕ ಚಿಂತನೆ ಅಂತಹ ಶಿಸ್ತುಬದ್ಧ ಜೀವನಶೈಲಿಯನ್ನು ಅಳವಡಿಸಿಕೊಳ್ಳುವುದು ಆರೋಗ್ಯವಾಗಿರಲು ಸಾಧ್ಯವಿದೆ ಎಂದು ವೈದ್ಯಾಧಿಕಾರಿ ಡಾ.ಅನುಪಮಾ ಎಸ್. ಕೇಶ್ವಾರ ಹೇಳಿದರು. ನಗರದ ಶಹಾಬಜಾರ ನಗರ ಪ್ರಾಥಮಿಕ ಆರೋಗ್ಯ ಕೇಂದ್ರದಲ್ಲಿ 'ಬಸವೇಶ್ವರ ಸಮಾಜ ಸೇವಾ ಬಳಗ'ದ ವತಿಯಿಂದ ಜರುಗಿದ 'ಅಂತಾರಾಷ್ಟ್ರೀಯ ಸಾರ್ವತ್ರಿಕ ಆರೋಗ್ಯ ಸಂರಕ್ಷಣಾ ದಿನಾಚರಣೆ'ಯ ಕಾರ್ಯಕ್ರಮವನ್ನು ಉದ್ಘಾಟಿಸಿ ಅವರು <box>480 1055 620 1356</box>
